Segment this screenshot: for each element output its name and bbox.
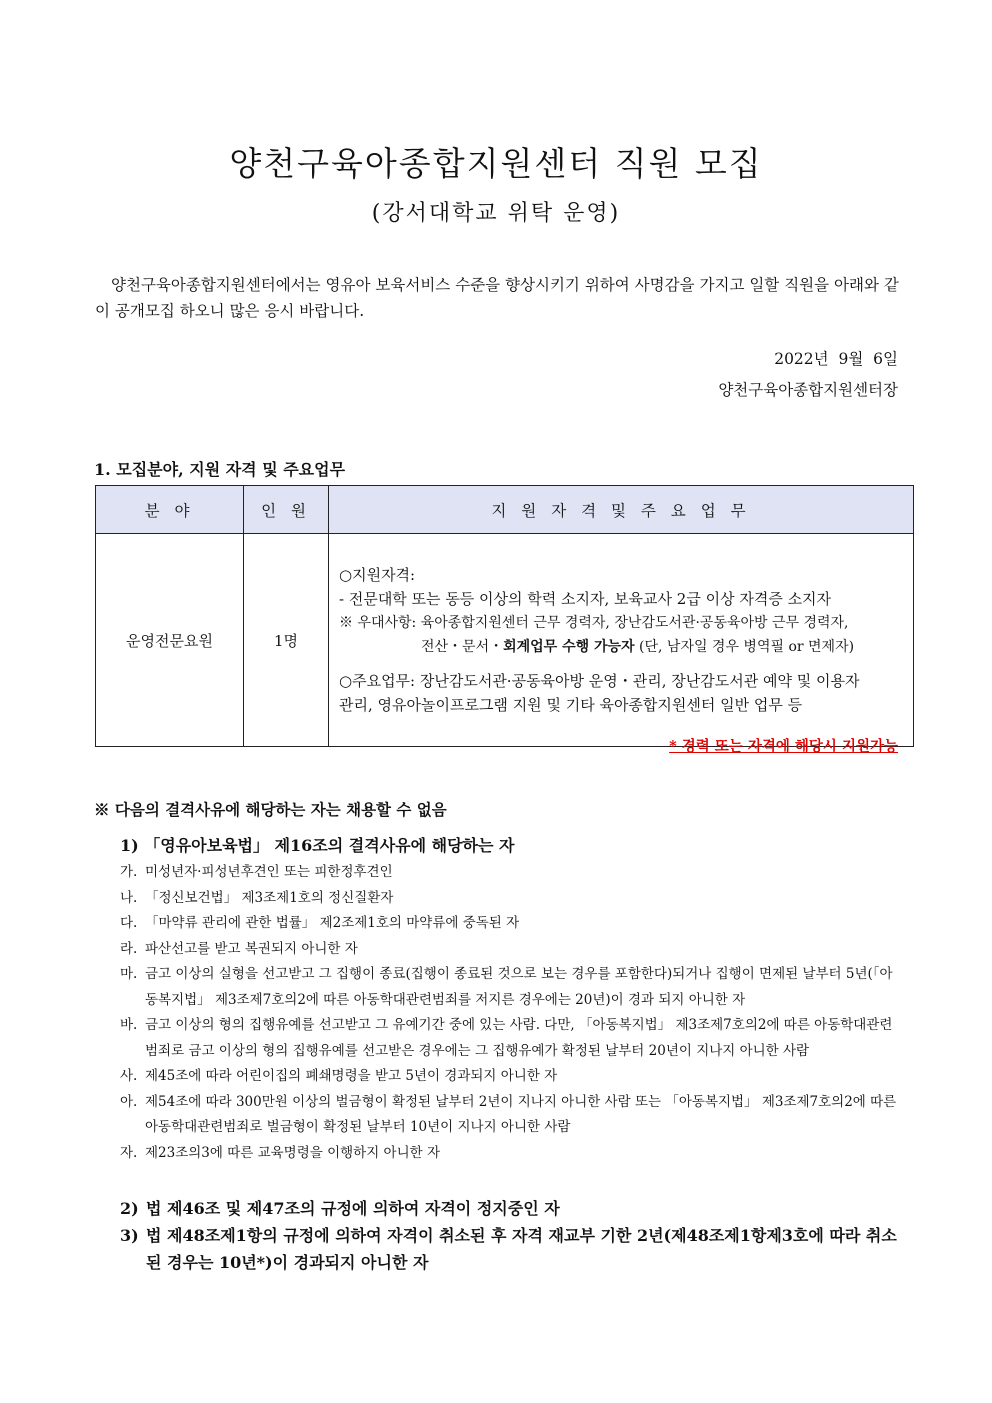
qualification-line: - 전문대학 또는 동등 이상의 학력 소지자, 보육교사 2급 이상 자격증 소지자 [339,590,832,608]
intro-paragraph: 양천구육아종합지원센터에서는 영유아 보육서비스 수준을 향상시키기 위하여 사명감을 가지고 일할 직원을 아래와 같이 공개모집 하오니 많은 응시 바랍니다. [95,276,899,320]
header-qualifications: 지 원 자 격 및 주 요 업 무 [329,486,914,534]
issuer-name: 양천구육아종합지원센터장 [718,381,898,399]
header-field: 분 야 [96,486,244,534]
list-item [120,860,900,886]
list-item [120,1141,900,1167]
list-marker: 자. [120,1144,138,1161]
list-item [120,1090,900,1141]
list-marker: 나. [120,889,138,906]
list-marker: 라. [120,940,138,957]
table-row [96,534,914,747]
eligibility-note: * 경력 또는 자격에 해당시 지원가능 [669,738,898,755]
preference-line-1: ※ 우대사항: 육아종합지원센터 근무 경력자, 장난감도서관·공동육아방 근무 경력자, [339,615,849,631]
list-item-text: 파산선고를 받고 복권되지 아니한 자 [145,940,358,957]
announcement-date: 2022년 9월 6일 [774,350,898,368]
list-item [120,962,900,1013]
list-item [120,937,900,963]
list-item-text: 「마약류 관리에 관한 법률」 제2조제1호의 마약류에 중독된 자 [145,915,520,931]
list-item-text: 제45조에 따라 어린이집의 폐쇄명령을 받고 5년이 경과되지 아니한 자 [145,1068,558,1084]
page-subtitle: (강서대학교 위탁 운영) [371,201,621,226]
list-item [120,911,900,937]
list-marker: 가. [120,864,138,880]
list-marker: 사. [120,1068,138,1084]
page-title: 양천구육아종합지원센터 직원 모집 [229,144,763,183]
section-heading-recruitment: 1. 모집분야, 지원 자격 및 주요업무 [94,460,346,479]
disqualification-item-1: 1) 「영유아보육법」 제16조의 결격사유에 해당하는 자 [120,836,515,855]
list-marker: 바. [120,1017,138,1033]
disqualification-subitems [120,860,900,1166]
cell-count: 1명 [244,534,329,747]
disqualification-items-2-3 [120,1195,910,1276]
table-header-row [96,486,914,534]
list-item-text: 금고 이상의 형의 집행유예를 선고받고 그 유예기간 중에 있는 사람. 다만, 「아동복지법」 제3조제7호의2에 따른 아동학대관련범죄로 금고 이상의 형의 집행유예를 선고받은 경우에는 그 집행유예가 확정된 날부터 20년이 지나지 아니한 사람 [145,1017,893,1059]
disqualification-item-3 [120,1222,910,1276]
list-item-text: 제23조의3에 따른 교육명령을 이행하지 아니한 자 [145,1144,441,1161]
list-item [120,886,900,912]
list-item-text: 제54조에 따라 300만원 이상의 벌금형이 확정된 날부터 2년이 지나지 아니한 사람 또는 「아동복지법」 제3조제7호의2에 따른 아동학대관련범죄로 벌금형이 확정된 날부터 10년이 지나지 아니한 사람 [145,1093,897,1135]
list-item-text: 「정신보건법」 제3조제1호의 정신질환자 [145,889,394,906]
preference-line-2c: (단, 남자일 경우 병역필 or 면제자) [634,639,855,655]
disqualification-item-2 [120,1195,910,1222]
preference-line-2 [339,635,903,659]
list-item-text: 금고 이상의 실형을 선고받고 그 집행이 종료(집행이 종료된 것으로 보는 경우를 포함한다)되거나 집행이 면제된 날부터 5년(「아동복지법」 제3조제7호의2에 따른 아동학대관련범죄를 저지른 경우에는 20년)이 경과 되지 아니한 자 [145,966,893,1008]
header-count: 인 원 [244,486,329,534]
list-item-text: 법 제48조제1항의 규정에 의하여 자격이 취소된 후 자격 재교부 기한 2년(제48조제1항제3호에 따라 취소된 경우는 10년*)이 경과되지 아니한 자 [146,1226,897,1272]
qualification-label: ○지원자격: [339,566,416,584]
list-marker: 아. [120,1093,138,1110]
duty-line-2: 관리, 영유아놀이프로그램 지원 및 기타 육아종합지원센터 일반 업무 등 [339,696,803,714]
list-marker: 마. [120,966,138,982]
preference-line-2a: 전산・문서・ [421,639,504,655]
recruitment-table [95,485,914,747]
list-marker: 3) [120,1226,139,1245]
list-marker: 다. [120,915,138,931]
duty-line-1: ○주요업무: 장난감도서관·공동육아방 운영・관리, 장난감도서관 예약 및 이용자 [339,672,860,690]
cell-detail [329,534,914,747]
disqualification-heading: ※ 다음의 결격사유에 해당하는 자는 채용할 수 없음 [94,800,447,819]
list-item-text: 미성년자·피성년후견인 또는 피한정후견인 [145,864,393,880]
cell-field: 운영전문요원 [96,534,244,747]
list-marker: 2) [120,1199,139,1218]
list-item [120,1013,900,1064]
list-item-text: 법 제46조 및 제47조의 규정에 의하여 자격이 정지중인 자 [146,1199,560,1218]
list-item [120,1064,900,1090]
preference-line-2b: 회계업무 수행 가능자 [503,639,635,655]
